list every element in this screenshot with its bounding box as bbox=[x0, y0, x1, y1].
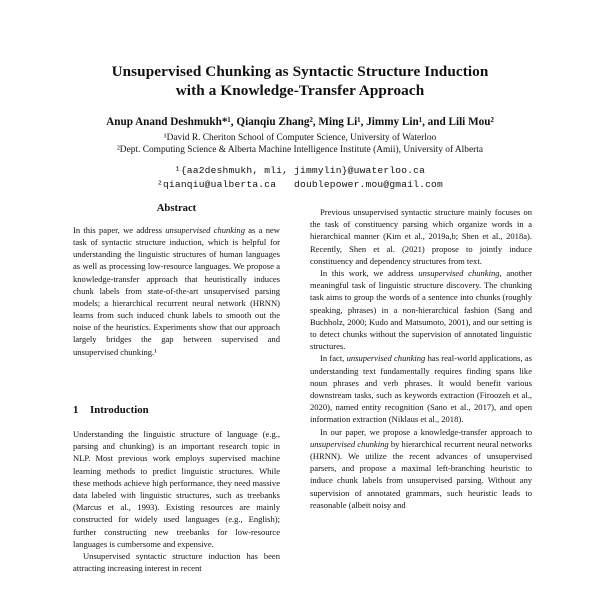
paragraph: In our paper, we propose a knowledge-transfer approach to unsupervised chunking by hierarchical recurrent neural networks (HRNN). We utilize the recent advances of unsupervised parsers, and propose a maximal left-branching heuristic to induce chunk labels from unsupervised parsing. Without any supervision of annotated grammars, such heuristic leads to reasonable (albeit noisy and bbox=[310, 426, 532, 510]
paragraph: Unsupervised syntactic structure induction has been attracting increasing interest in recent bbox=[73, 551, 280, 574]
title-line-1: Unsupervised Chunking as Syntactic Structure Induction bbox=[111, 63, 489, 80]
title-block bbox=[0, 0, 600, 192]
email-line-1: ¹{aa2deshmukh, mli, jimmylin}@uwaterloo.ca bbox=[174, 164, 426, 176]
paragraph: In this work, we address unsupervised chunking, another meaningful task of linguistic structure discovery. The chunking task aims to group the words of a sentence into chunks (roughly speaking, phrases) in a non-hierarchical fashion (Sang and Buchholz, 2000; Kudo and Matsumoto, 2001), and our setting is to detect chunks without the supervision of annotated linguistic structures. bbox=[310, 268, 532, 352]
title-line-2: with a Knowledge-Transfer Approach bbox=[175, 82, 425, 99]
section-title: Introduction bbox=[90, 404, 149, 416]
abstract-body: In this paper, we address unsupervised chunking as a new task of syntactic structure induction, which is helpful for understanding the linguistic structures of human languages as well as processing low-resource languages. We propose a knowledge-transfer approach that heuristically induces chunk labels from state-of-the-art unsupervised parsing models; a hierarchical recurrent neural network (HRNN) learns from such induced chunk labels to smooth out the noise of the heuristics. Experiments show that our approach largely bridges the gap between supervised and unsupervised chunking.¹ bbox=[73, 225, 280, 357]
abstract-section bbox=[73, 203, 280, 358]
affiliation-2: ²Dept. Computing Science & Alberta Machine Intelligence Institute (Amii), University of Alberta bbox=[117, 145, 483, 156]
email-list bbox=[0, 164, 600, 192]
author-list: Anup Anand Deshmukh*¹, Qianqiu Zhang², Ming Li¹, Jimmy Lin¹, and Lili Mou² bbox=[106, 116, 494, 128]
affiliation-1: ¹David R. Cheriton School of Computer Science, University of Waterloo bbox=[163, 133, 437, 143]
email-line-2: ²qianqiu@ualberta.ca doublepower.mou@gmail.com bbox=[157, 178, 443, 190]
page-title bbox=[70, 62, 530, 100]
paragraph: In fact, unsupervised chunking has real-world applications, as understanding text fundamentally requires finding spans like noun phrases and verb phrases. It would benefit various downstream tasks, such as keywords extraction (Firoozeh et al., 2020), named entity recognition (Sano et al., 2017), and open information extraction (Niklaus et al., 2018). bbox=[310, 353, 532, 425]
column-right bbox=[310, 206, 532, 600]
paragraph: Understanding the linguistic structure of language (e.g., parsing and chunking) is an important research topic in NLP. Most previous work employs supervised machine learning methods to predict linguistic structures. While these methods achieve high performance, they need massive data labeled with linguistic structures, such as treebanks (Marcus et al., 1993). Existing resources are mainly constructed for widely used languages (e.g., English); further constructing new treebanks for low-resource languages is cumbersome and expensive. bbox=[73, 429, 280, 549]
affiliation-list bbox=[0, 132, 600, 157]
section-number: 1 bbox=[73, 404, 79, 416]
column-left bbox=[73, 428, 280, 600]
paragraph: Previous unsupervised syntactic structure mainly focuses on the task of constituency parsing which organize words in a hierarchical manner (Kim et al., 2019a,b; Shen et al., 2018a). Recently, Shen et al. (2021) propose to jointly induce constituency and dependency structures from text. bbox=[310, 207, 532, 266]
abstract-heading: Abstract bbox=[156, 203, 197, 214]
section-heading-introduction bbox=[73, 404, 280, 416]
